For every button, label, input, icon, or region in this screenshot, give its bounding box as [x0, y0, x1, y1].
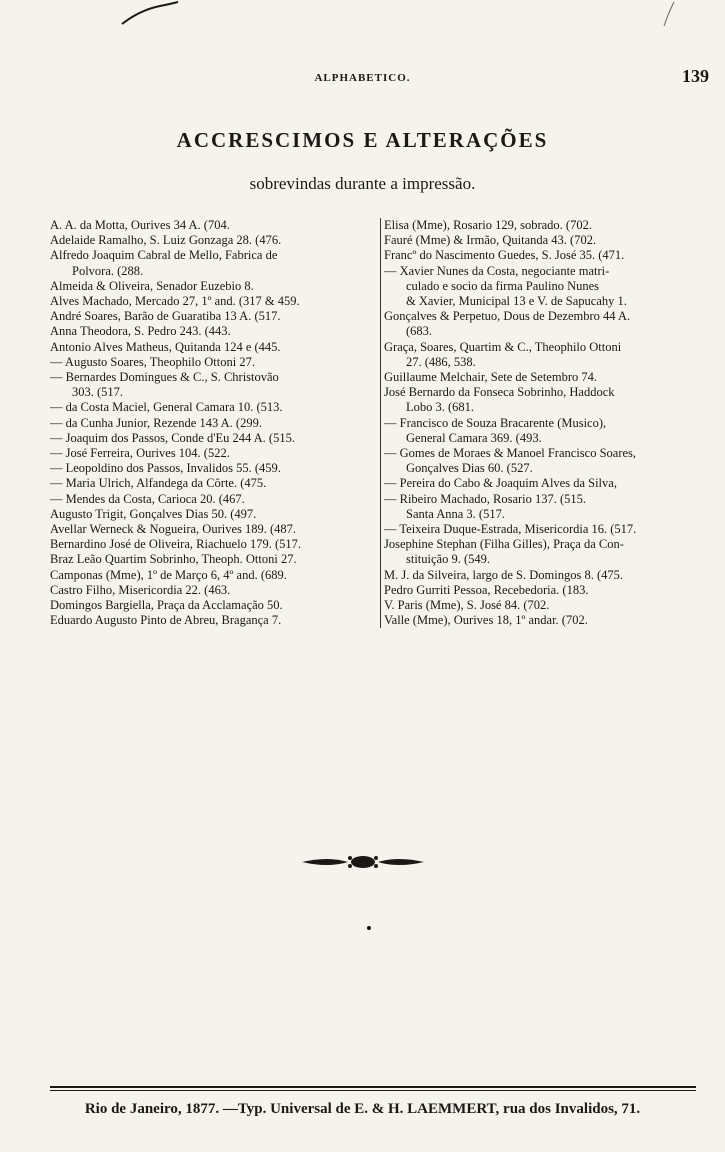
running-head: ALPHABETICO.: [314, 72, 411, 84]
directory-entry: Camponas (Mme), 1º de Março 6, 4º and. (689.: [50, 567, 287, 582]
directory-entry: Anna Theodora, S. Pedro 243. (443.: [50, 324, 231, 339]
directory-entry: — Gomes de Moraes & Manoel Francisco Soares,: [384, 446, 637, 461]
directory-entry: Fauré (Mme) & Irmão, Quitanda 43. (702.: [384, 233, 597, 248]
left-column: [50, 218, 374, 628]
scan-mark-top-left: [120, 0, 180, 30]
directory-entry: — Bernardes Domingues & C., S. Christovão: [50, 370, 279, 385]
directory-entry: — da Costa Maciel, General Camara 10. (513.: [50, 400, 283, 415]
directory-entry: — Francisco de Souza Bracarente (Musico),: [384, 415, 607, 430]
directory-entry: — Teixeira Duque-Estrada, Misericordia 16. (517.: [384, 522, 637, 537]
directory-entry: Braz Leão Quartim Sobrinho, Theoph. Ottoni 27.: [50, 552, 297, 567]
directory-entry: Castro Filho, Misericordia 22. (463.: [50, 582, 231, 597]
directory-entry: Pedro Gurriti Pessoa, Recebedoria. (183.: [384, 582, 589, 597]
directory-entry: 27. (486, 538.: [406, 354, 476, 369]
stray-dot: [367, 926, 371, 930]
directory-entry: Gonçalves Dias 60. (527.: [406, 461, 533, 476]
footer-rule-thin: [50, 1090, 696, 1091]
directory-entry: — Maria Ulrich, Alfandega da Côrte. (475.: [50, 476, 267, 491]
directory-entry: — Leopoldino dos Passos, Invalidos 55. (459.: [50, 461, 281, 476]
section-subtitle: sobrevindas durante a impressão.: [249, 174, 476, 193]
directory-entry: Adelaide Ramalho, S. Luiz Gonzaga 28. (476.: [50, 233, 282, 248]
directory-entry: M. J. da Silveira, largo de S. Domingos 8. (475.: [384, 567, 623, 582]
ornament-divider: [0, 850, 725, 879]
directory-entry: Francº do Nascimento Guedes, S. José 35. (471.: [384, 248, 625, 263]
directory-entry: Alfredo Joaquim Cabral de Mello, Fabrica de: [50, 248, 278, 263]
directory-entry: Bernardino José de Oliveira, Riachuelo 179. (517.: [50, 537, 301, 552]
directory-entry: — José Ferreira, Ourives 104. (522.: [50, 446, 230, 461]
directory-entry: Lobo 3. (681.: [406, 400, 475, 415]
directory-entry: 303. (517.: [72, 385, 124, 400]
directory-entry: Guillaume Melchair, Sete de Setembro 74.: [384, 370, 597, 385]
page-number: 139: [682, 66, 709, 86]
section-title: ACCRESCIMOS E ALTERAÇÕES: [176, 128, 549, 152]
directory-entry: Alves Machado, Mercado 27, 1º and. (317 & 459.: [50, 294, 300, 309]
directory-entry: — Augusto Soares, Theophilo Ottoni 27.: [50, 354, 255, 369]
directory-entry: culado e socio da firma Paulino Nunes: [406, 278, 600, 293]
directory-entry: Valle (Mme), Ourives 18, 1º andar. (702.: [384, 613, 588, 628]
right-column: [380, 218, 702, 628]
footer-rule-thick: [50, 1086, 696, 1088]
directory-entry: — Ribeiro Machado, Rosario 137. (515.: [384, 491, 587, 506]
directory-entry: Avellar Werneck & Nogueira, Ourives 189. (487.: [50, 522, 297, 537]
imprint-line: Rio de Janeiro, 1877. —Typ. Universal de E. & H. LAEMMERT, rua dos Invalidos, 71.: [84, 1101, 641, 1117]
directory-entry: Santa Anna 3. (517.: [406, 506, 505, 521]
directory-entry: — Joaquim dos Passos, Conde d'Eu 244 A. (515.: [50, 430, 295, 445]
directory-entry: Domingos Bargiella, Praça da Acclamação 50.: [50, 598, 283, 613]
directory-entry: Graça, Soares, Quartim & C., Theophilo Ottoni: [384, 339, 622, 354]
directory-entry: V. Paris (Mme), S. José 84. (702.: [384, 598, 550, 613]
directory-entry: stituição 9. (549.: [406, 552, 491, 567]
directory-entry: & Xavier, Municipal 13 e V. de Sapucahy 1.: [406, 294, 627, 309]
directory-entry: Elisa (Mme), Rosario 129, sobrado. (702.: [384, 218, 592, 232]
directory-entry: José Bernardo da Fonseca Sobrinho, Haddock: [384, 385, 615, 400]
directory-entry: — Xavier Nunes da Costa, negociante matri-: [384, 263, 610, 278]
directory-entry: Augusto Trigit, Gonçalves Dias 50. (497.: [50, 506, 257, 521]
directory-entry: Polvora. (288.: [72, 263, 144, 278]
directory-entry: A. A. da Motta, Ourives 34 A. (704.: [50, 218, 230, 232]
directory-entry: Josephine Stephan (Filha Gilles), Praça da Con-: [384, 537, 624, 552]
directory-entry: (683.: [406, 324, 433, 339]
directory-entry: — Mendes da Costa, Carioca 20. (467.: [50, 491, 245, 506]
directory-entry: Gonçalves & Perpetuo, Dous de Dezembro 44 A.: [384, 309, 631, 324]
directory-entry: Antonio Alves Matheus, Quitanda 124 e (445.: [50, 339, 281, 354]
directory-entry: André Soares, Barão de Guaratiba 13 A. (517.: [50, 309, 281, 324]
directory-entry: General Camara 369. (493.: [406, 430, 542, 445]
directory-entry: Almeida & Oliveira, Senador Euzebio 8.: [50, 278, 254, 293]
directory-entry: — da Cunha Junior, Rezende 143 A. (299.: [50, 415, 262, 430]
directory-entry: — Pereira do Cabo & Joaquim Alves da Silva,: [384, 476, 617, 491]
scan-mark-top-right: [660, 0, 680, 30]
directory-entry: Eduardo Augusto Pinto de Abreu, Bragança 7.: [50, 613, 282, 628]
